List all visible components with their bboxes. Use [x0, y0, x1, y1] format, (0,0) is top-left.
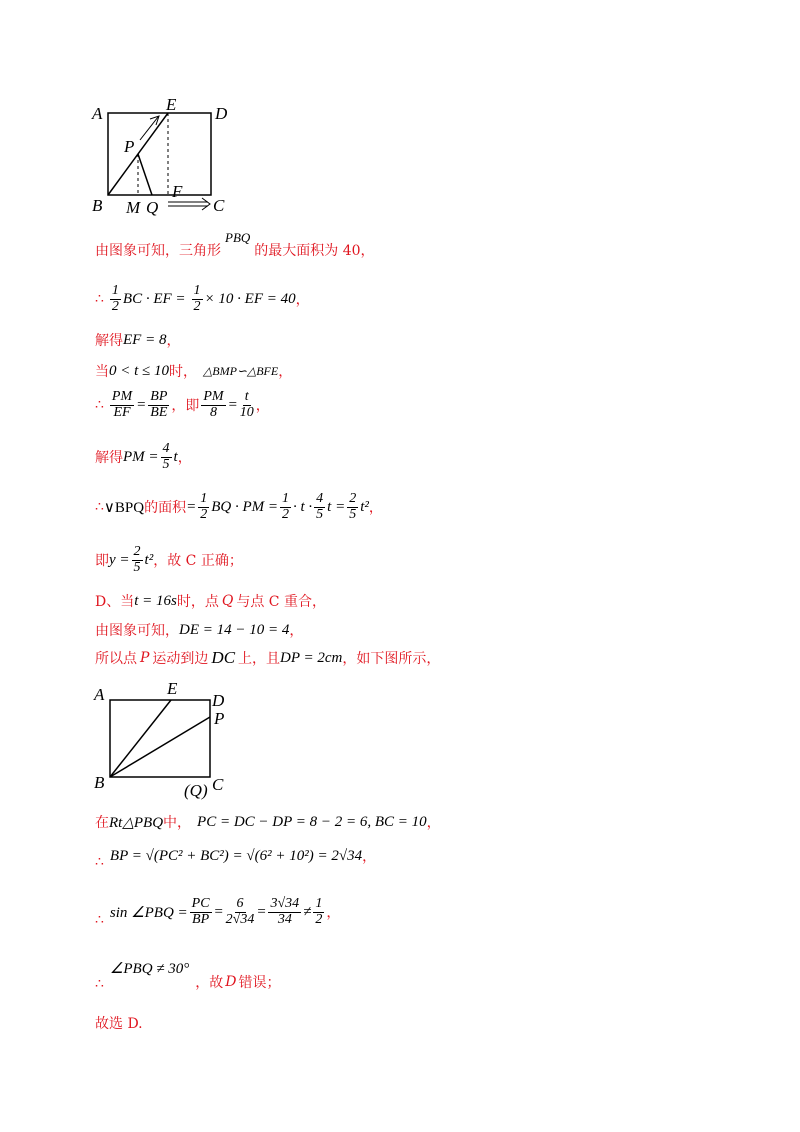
numerator: 2: [349, 491, 357, 506]
text: 运动到边: [152, 651, 209, 667]
label-e: E: [167, 680, 178, 698]
therefore-symbol: ∴: [95, 976, 104, 992]
text: D: [225, 974, 237, 990]
text: 解得: [95, 333, 123, 349]
denominator: EF: [113, 404, 131, 420]
figure-rectangle-final-position: [88, 680, 238, 802]
text: 由图象可知，三角形: [95, 243, 221, 259]
math: × 10 · EF = 40: [204, 290, 296, 307]
text: 时，: [169, 364, 198, 380]
math: ∠PBQ ≠ 30°: [109, 960, 190, 977]
label-d: D: [215, 104, 228, 123]
fraction: [190, 897, 212, 927]
denominator: 5: [133, 559, 141, 575]
segment-pq: [138, 154, 152, 195]
numerator: BP: [150, 389, 168, 404]
text: 与点 C 重合，: [236, 594, 326, 610]
denominator: BE: [150, 404, 168, 420]
line-conclusion-c: [95, 545, 243, 575]
fraction: [314, 492, 325, 522]
text: 解得: [95, 450, 123, 467]
label-c: C: [212, 775, 224, 794]
denominator: 2: [315, 911, 323, 927]
numerator: 2: [133, 544, 141, 559]
therefore-symbol: ∴: [95, 291, 104, 308]
text: 错误；: [238, 975, 281, 991]
text: 的最大面积为 40，: [254, 243, 375, 259]
fraction: [192, 284, 203, 314]
numerator: 1: [200, 491, 208, 506]
text: ，: [255, 398, 270, 415]
line-sine: [95, 897, 340, 927]
label-q: (Q): [184, 781, 208, 800]
numerator: 3√34: [270, 896, 300, 911]
math: BQ · PM =: [211, 498, 278, 515]
numerator: 4: [316, 491, 324, 506]
math: PC = DC − DP = 8 − 2 = 6, BC = 10: [197, 813, 427, 830]
fraction: [110, 284, 121, 314]
label-d: D: [212, 691, 225, 710]
math: t =: [327, 498, 346, 515]
math: t²: [360, 498, 369, 515]
line-point-p: [95, 648, 440, 668]
text: ，: [368, 500, 383, 517]
label-m: M: [126, 198, 141, 217]
text: 时，点: [176, 594, 219, 610]
line-ratio: [95, 390, 270, 420]
line-option-d: [95, 591, 326, 611]
numerator: 6: [236, 896, 244, 911]
text: P: [140, 650, 150, 666]
label-b: B: [92, 196, 103, 215]
line-area-equation: [95, 284, 310, 314]
line-solve-ef: [95, 330, 180, 350]
arrowhead-bc: [202, 198, 210, 210]
text: ，: [326, 905, 341, 922]
math: ≠: [303, 903, 312, 920]
label-f: F: [172, 182, 183, 201]
segment-be: [110, 700, 171, 777]
math: ∨BPQ: [103, 499, 145, 516]
denominator: 8: [209, 404, 217, 420]
denominator: 34: [277, 911, 292, 927]
math: DC: [211, 648, 236, 667]
numerator: t: [244, 389, 249, 404]
fraction: [148, 390, 169, 420]
denominator: 2: [111, 298, 119, 314]
text: ，: [426, 815, 441, 831]
text: 中，: [163, 815, 192, 831]
text: 上，且: [238, 651, 281, 667]
label-a: A: [94, 685, 105, 704]
text: ，故: [195, 975, 224, 991]
denominator: 5: [162, 456, 170, 472]
math: =: [227, 396, 238, 413]
therefore-symbol: ∴: [95, 499, 104, 516]
final-answer: 故选 D.: [95, 1016, 143, 1032]
numerator: 1: [193, 283, 201, 298]
math: t²: [144, 551, 154, 568]
line-area-formula: [95, 492, 383, 522]
numerator: 1: [315, 896, 323, 911]
text: ，: [295, 292, 310, 309]
math: BC · EF =: [122, 290, 186, 307]
rectangle-abcd: [110, 700, 210, 777]
line-angle-conclusion: [95, 960, 281, 992]
line-right-triangle: [95, 812, 441, 832]
fraction: [110, 390, 134, 420]
label-e: E: [166, 95, 177, 114]
text: 即: [95, 553, 109, 570]
text: 当: [95, 364, 109, 380]
text: ，故 C 正确；: [153, 553, 243, 570]
text: ，如下图所示，: [342, 651, 441, 667]
label-p: P: [214, 709, 225, 728]
fraction: [268, 897, 301, 927]
fraction: [226, 897, 255, 927]
fraction: [240, 390, 254, 420]
denominator: 2: [282, 506, 289, 522]
label-c: C: [213, 196, 225, 215]
fraction: [201, 390, 225, 420]
denominator: 10: [239, 404, 254, 420]
fraction: [347, 492, 358, 522]
numerator: 1: [282, 491, 289, 506]
line-solve-pm: [95, 442, 192, 472]
numerator: PM: [203, 389, 224, 404]
numerator: 4: [162, 441, 170, 456]
denominator: BP: [192, 911, 210, 927]
text: ，: [177, 450, 192, 467]
text: ，: [289, 623, 304, 639]
text: 在: [95, 815, 109, 831]
label-p: P: [124, 137, 135, 156]
math: y =: [109, 551, 130, 568]
text: 所以点: [95, 651, 137, 667]
numerator: 1: [111, 283, 119, 298]
segment-bp: [110, 717, 210, 777]
math: sin ∠PBQ =: [109, 904, 188, 921]
text: ，: [166, 333, 181, 349]
text: D、当: [95, 594, 135, 610]
math: 0 < t ≤ 10: [109, 362, 170, 379]
fraction: [161, 442, 172, 472]
math: t: [173, 448, 178, 465]
math: BP = √(PC² + BC²) = √(6² + 10²) = 2√34: [109, 847, 363, 864]
therefore-symbol: ∴: [95, 912, 104, 929]
therefore-symbol: ∴: [95, 854, 104, 870]
line-de: [95, 620, 303, 640]
denominator: 2√34: [225, 911, 255, 927]
text: 的面积: [144, 500, 187, 517]
math: =: [136, 396, 147, 413]
label-q: Q: [146, 198, 159, 217]
text: ，: [278, 364, 293, 380]
figure-rectangle-moving-points: [88, 95, 238, 220]
math-pbq: PBQ: [225, 230, 251, 245]
text: Q: [221, 593, 234, 609]
math: EF = 8: [123, 331, 167, 348]
denominator: 5: [349, 506, 357, 522]
line-bp: [95, 846, 377, 870]
text: 由图象可知，: [95, 623, 179, 639]
label-b: B: [94, 773, 105, 792]
text: ，即: [171, 398, 200, 415]
math: △BMP∽△BFE: [203, 363, 279, 378]
numerator: PC: [191, 896, 210, 911]
fraction: [132, 545, 143, 575]
text: ，: [362, 849, 377, 865]
label-a: A: [92, 104, 103, 123]
arrow-along-be: [140, 117, 158, 140]
math: DE = 14 − 10 = 4: [179, 621, 290, 638]
line-max-area: [95, 230, 375, 260]
denominator: 5: [316, 506, 324, 522]
math: =: [256, 903, 267, 920]
numerator: PM: [111, 389, 133, 404]
math: t = 16s: [134, 592, 177, 609]
math: =: [186, 498, 197, 515]
denominator: 2: [193, 298, 201, 314]
line-final-answer: [95, 1013, 143, 1033]
line-similar-triangles: [95, 361, 292, 381]
fraction: [280, 492, 291, 522]
fraction: [313, 897, 324, 927]
math: DP = 2cm: [280, 649, 343, 666]
therefore-symbol: ∴: [95, 397, 104, 414]
math: PM =: [123, 448, 159, 465]
math: · t ·: [293, 498, 313, 515]
math: =: [213, 903, 224, 920]
fraction: [198, 492, 209, 522]
denominator: 2: [200, 506, 208, 522]
math: Rt△PBQ: [109, 814, 164, 831]
